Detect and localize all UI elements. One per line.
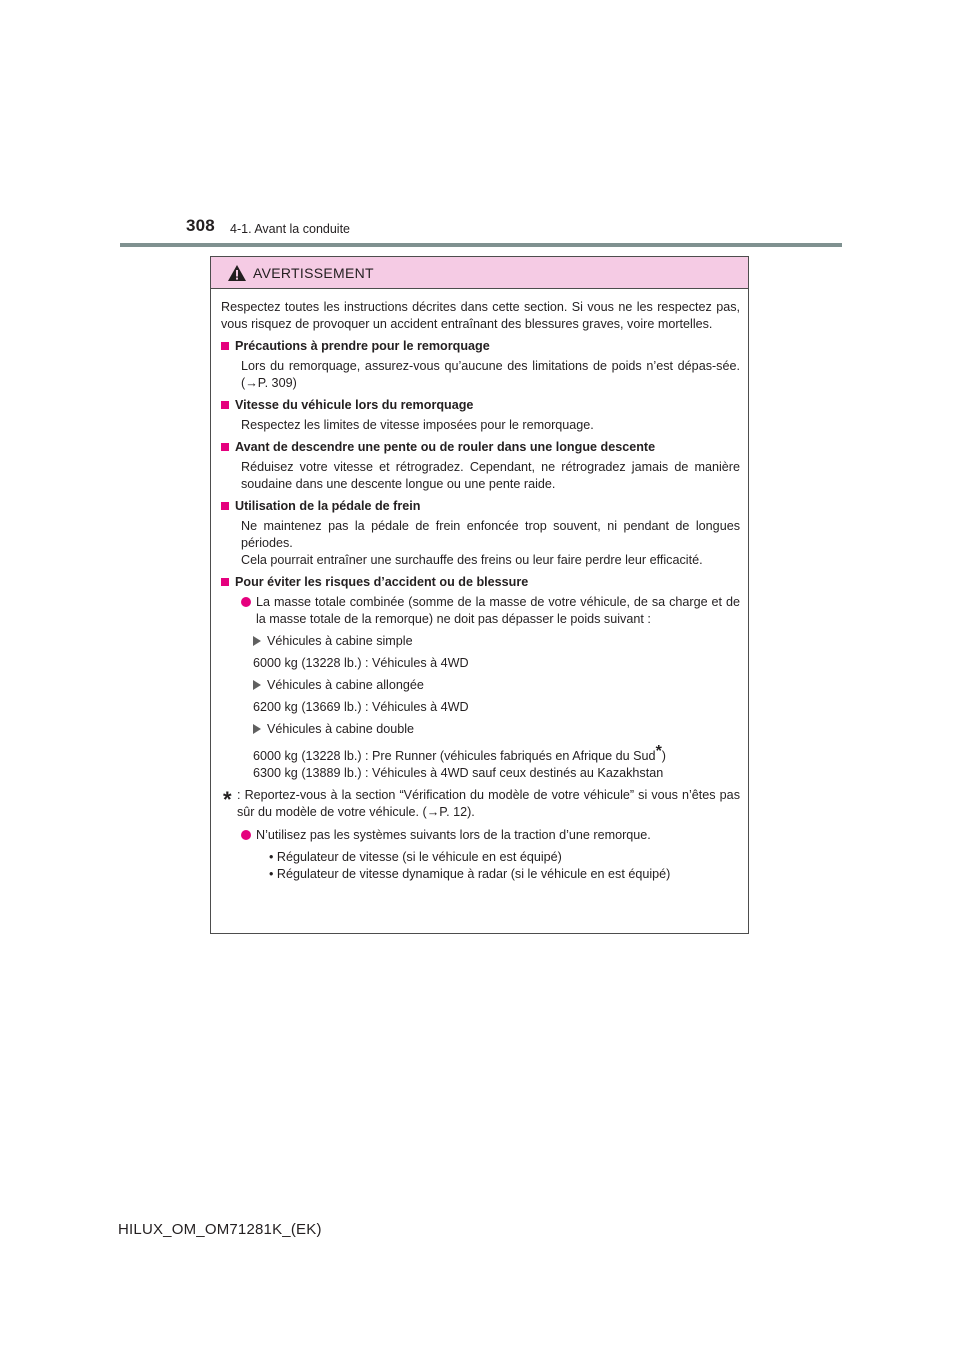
cab-single-spec: 6000 kg (13228 lb.) : Véhicules à 4WD bbox=[253, 656, 469, 670]
cab-double-spec-2: 6300 kg (13889 lb.) : Véhicules à 4WD sauf ceux destinés au Kazakhstan bbox=[253, 766, 664, 780]
square-bullet-icon bbox=[221, 502, 229, 510]
square-bullet-icon bbox=[221, 342, 229, 350]
document-id: HILUX_OM_OM71281K_(EK) bbox=[118, 1221, 322, 1238]
cab-double-spec-1-text: 6000 kg (13228 lb.) : Pre Runner (véhicules fabriqués en Afrique du Sud bbox=[253, 749, 656, 763]
footnote-star: * bbox=[223, 787, 232, 812]
section-heading-text: Utilisation de la pédale de frein bbox=[235, 499, 421, 513]
section-towing-speed bbox=[221, 397, 740, 434]
page-number: 308 bbox=[186, 216, 215, 235]
header-rule bbox=[120, 243, 842, 247]
warning-header bbox=[211, 257, 748, 289]
section-text: Réduisez votre vitesse et rétrogradez. Cependant, ne rétrogradez jamais de manière soudaine dans une descente longue ou une pente raide. bbox=[241, 460, 740, 491]
section-text: Ne maintenez pas la pédale de frein enfoncée trop souvent, ni pendant de longues périodes. bbox=[241, 519, 740, 550]
footnote-marker: * bbox=[655, 743, 662, 760]
triangle-bullet-icon bbox=[253, 680, 261, 690]
section-brake-pedal bbox=[221, 498, 740, 569]
list-item: • Régulateur de vitesse (si le véhicule en est équipé) bbox=[269, 850, 562, 864]
section-heading bbox=[221, 439, 740, 456]
cab-label-text: Véhicules à cabine allongée bbox=[267, 678, 424, 692]
cab-extended-label bbox=[253, 677, 740, 694]
square-bullet-icon bbox=[221, 443, 229, 451]
triangle-bullet-icon bbox=[253, 724, 261, 734]
section-heading bbox=[221, 498, 740, 515]
round-bullet-icon bbox=[241, 830, 251, 840]
warning-triangle-icon bbox=[227, 264, 247, 282]
cab-double-spec-1 bbox=[253, 743, 740, 765]
section-towing-precautions bbox=[221, 338, 740, 392]
bullet-text: La masse totale combinée (somme de la masse de votre véhicule, de sa charge et de la masse totale de la remorque) ne doit pas dépasser le poids suivant : bbox=[256, 595, 740, 626]
section-text: Lors du remorquage, assurez-vous qu’aucune des limitations de poids n’est dépas-sée. (→P. 309) bbox=[241, 359, 740, 390]
section-heading-text: Avant de descendre une pente ou de rouler dans une longue descente bbox=[235, 440, 656, 454]
bullet-item bbox=[241, 594, 740, 628]
cab-double-spec-1-end: ) bbox=[661, 749, 666, 763]
section-heading bbox=[221, 397, 740, 414]
footnote bbox=[223, 787, 740, 821]
warning-box bbox=[210, 256, 749, 934]
section-avoid-accident bbox=[221, 574, 740, 883]
warning-intro: Respectez toutes les instructions décrites dans cette section. Si vous ne les respectez pas, vous risquez de provoquer un accident entraînant des blessures graves, voire mortelles. bbox=[221, 300, 740, 331]
square-bullet-icon bbox=[221, 401, 229, 409]
cab-single-label bbox=[253, 633, 740, 650]
section-heading bbox=[221, 338, 740, 355]
systems-list bbox=[269, 849, 740, 883]
triangle-bullet-icon bbox=[253, 636, 261, 646]
section-downhill bbox=[221, 439, 740, 493]
cab-double-label bbox=[253, 721, 740, 738]
bullet-text: N’utilisez pas les systèmes suivants lors de la traction d’une remorque. bbox=[256, 828, 651, 842]
warning-title: AVERTISSEMENT bbox=[253, 264, 374, 281]
section-title: 4-1. Avant la conduite bbox=[230, 222, 350, 236]
section-heading-text: Pour éviter les risques d’accident ou de blessure bbox=[235, 575, 529, 589]
footnote-text: : Reportez-vous à la section “Vérification du modèle de votre véhicule” si vous n’êtes pas sûr du modèle de votre véhicule. (→P. 12). bbox=[237, 788, 740, 819]
bullet-item bbox=[241, 827, 740, 844]
cab-extended-spec: 6200 kg (13669 lb.) : Véhicules à 4WD bbox=[253, 700, 469, 714]
list-item: • Régulateur de vitesse dynamique à radar (si le véhicule en est équipé) bbox=[269, 867, 671, 881]
cab-label-text: Véhicules à cabine double bbox=[267, 722, 415, 736]
section-text-2: Cela pourrait entraîner une surchauffe des freins ou leur faire perdre leur efficacité. bbox=[241, 553, 703, 567]
warning-body bbox=[211, 289, 748, 883]
section-text: Respectez les limites de vitesse imposées pour le remorquage. bbox=[241, 418, 594, 432]
section-heading-text: Vitesse du véhicule lors du remorquage bbox=[235, 398, 474, 412]
square-bullet-icon bbox=[221, 578, 229, 586]
section-heading bbox=[221, 574, 740, 591]
round-bullet-icon bbox=[241, 597, 251, 607]
cab-label-text: Véhicules à cabine simple bbox=[267, 634, 413, 648]
section-heading-text: Précautions à prendre pour le remorquage bbox=[235, 339, 490, 353]
